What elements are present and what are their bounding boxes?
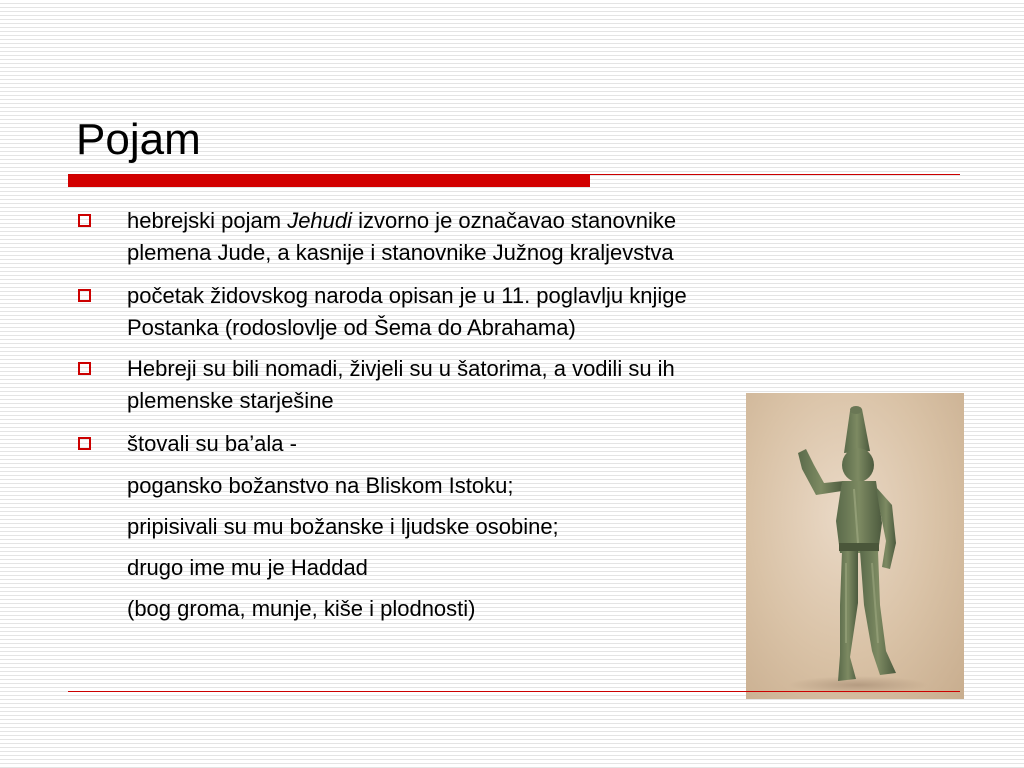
- sub-line: pripisivali su mu božanske i ljudske osobine;: [127, 514, 559, 539]
- bronze-figurine-image: [746, 393, 964, 699]
- square-bullet-icon: [78, 437, 91, 450]
- sub-line: drugo ime mu je Haddad: [127, 555, 368, 580]
- sub-line: pogansko božanstvo na Bliskom Istoku;: [127, 473, 514, 498]
- bullet-text-part: hebrejski pojam: [127, 208, 288, 233]
- bullet-text: [127, 280, 867, 344]
- square-bullet-icon: [78, 362, 91, 375]
- bullet-text-line: štovali su ba’ala -: [127, 431, 297, 456]
- square-bullet-icon: [78, 289, 91, 302]
- bullet-text: [127, 205, 867, 269]
- bullet-text-line: Hebreji su bili nomadi, živjeli su u šatorima, a vodili su ih: [127, 356, 675, 381]
- sub-line: (bog groma, munje, kiše i plodnosti): [127, 596, 476, 621]
- bullet-text-line: plemena Jude, a kasnije i stanovnike Južnog kraljevstva: [127, 240, 674, 265]
- bronze-figurine-illustration: [746, 393, 964, 699]
- bullet-text-line: Postanka (rodoslovlje od Šema do Abrahama): [127, 315, 576, 340]
- bullet-text-line: plemenske starješine: [127, 388, 334, 413]
- bullet-text-part: izvorno je označavao stanovnike: [352, 208, 677, 233]
- footer-rule: [68, 691, 960, 692]
- bullet-text-line: početak židovskog naroda opisan je u 11. poglavlju knjige: [127, 283, 687, 308]
- square-bullet-icon: [78, 214, 91, 227]
- bullet-italic-term: Jehudi: [287, 208, 353, 233]
- slide-title: Pojam: [76, 115, 201, 164]
